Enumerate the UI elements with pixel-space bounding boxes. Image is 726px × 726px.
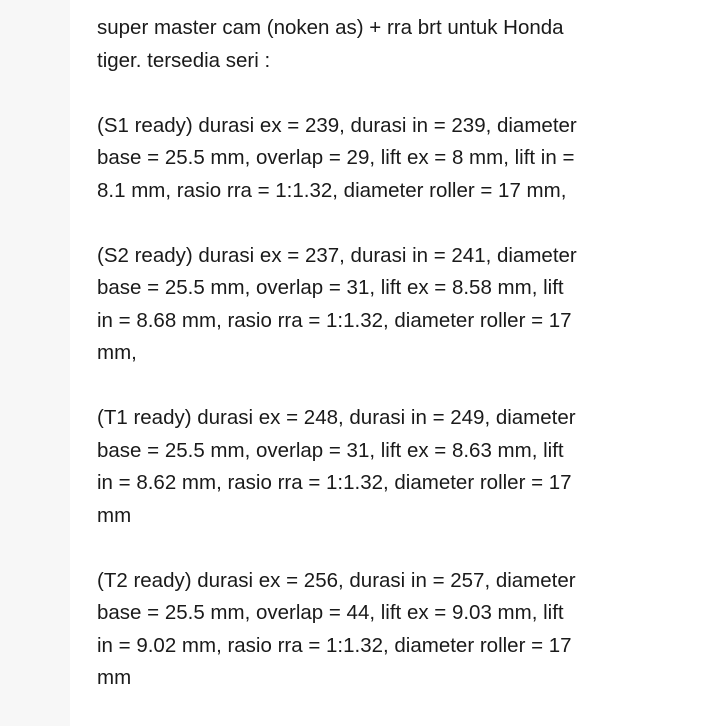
text-line: in = 9.02 mm, rasio rra = 1:1.32, diameter roller = 17 (97, 633, 572, 657)
document-body (97, 12, 632, 695)
text-line: mm (97, 503, 132, 527)
series-s2-paragraph (97, 240, 632, 370)
paragraph-spacer (97, 207, 632, 240)
text-line: base = 25.5 mm, overlap = 29, lift ex = 8 mm, lift in = (97, 146, 575, 169)
text-line: (S1 ready) durasi ex = 239, durasi in = 239, diameter (97, 113, 577, 137)
paragraph-spacer (97, 77, 632, 110)
series-t1-paragraph (97, 402, 632, 532)
text-line: 8.1 mm, rasio rra = 1:1.32, diameter roller = 17 mm, (97, 178, 567, 202)
text-line: base = 25.5 mm, overlap = 31, lift ex = 8.63 mm, lift (97, 438, 564, 462)
left-margin-bar (0, 0, 70, 726)
text-line: (S2 ready) durasi ex = 237, durasi in = 241, diameter (97, 243, 577, 267)
paragraph-spacer (97, 532, 632, 565)
text-line: in = 8.62 mm, rasio rra = 1:1.32, diameter roller = 17 (97, 471, 572, 494)
text-line: base = 25.5 mm, overlap = 31, lift ex = 8.58 mm, lift (97, 276, 564, 299)
text-line: in = 8.68 mm, rasio rra = 1:1.32, diameter roller = 17 (97, 308, 572, 332)
text-line: mm (97, 666, 132, 689)
paragraph-spacer (97, 370, 632, 403)
intro-paragraph (97, 12, 632, 77)
text-line: mm, (97, 341, 137, 364)
text-line: tiger. tersedia seri : (97, 48, 271, 72)
series-s1-paragraph (97, 110, 632, 208)
text-line: base = 25.5 mm, overlap = 44, lift ex = 9.03 mm, lift (97, 601, 564, 624)
text-line: (T2 ready) durasi ex = 256, durasi in = 257, diameter (97, 568, 576, 592)
series-t2-paragraph (97, 565, 632, 695)
text-line: super master cam (noken as) + rra brt untuk Honda (97, 16, 564, 39)
text-line: (T1 ready) durasi ex = 248, durasi in = 249, diameter (97, 406, 576, 429)
